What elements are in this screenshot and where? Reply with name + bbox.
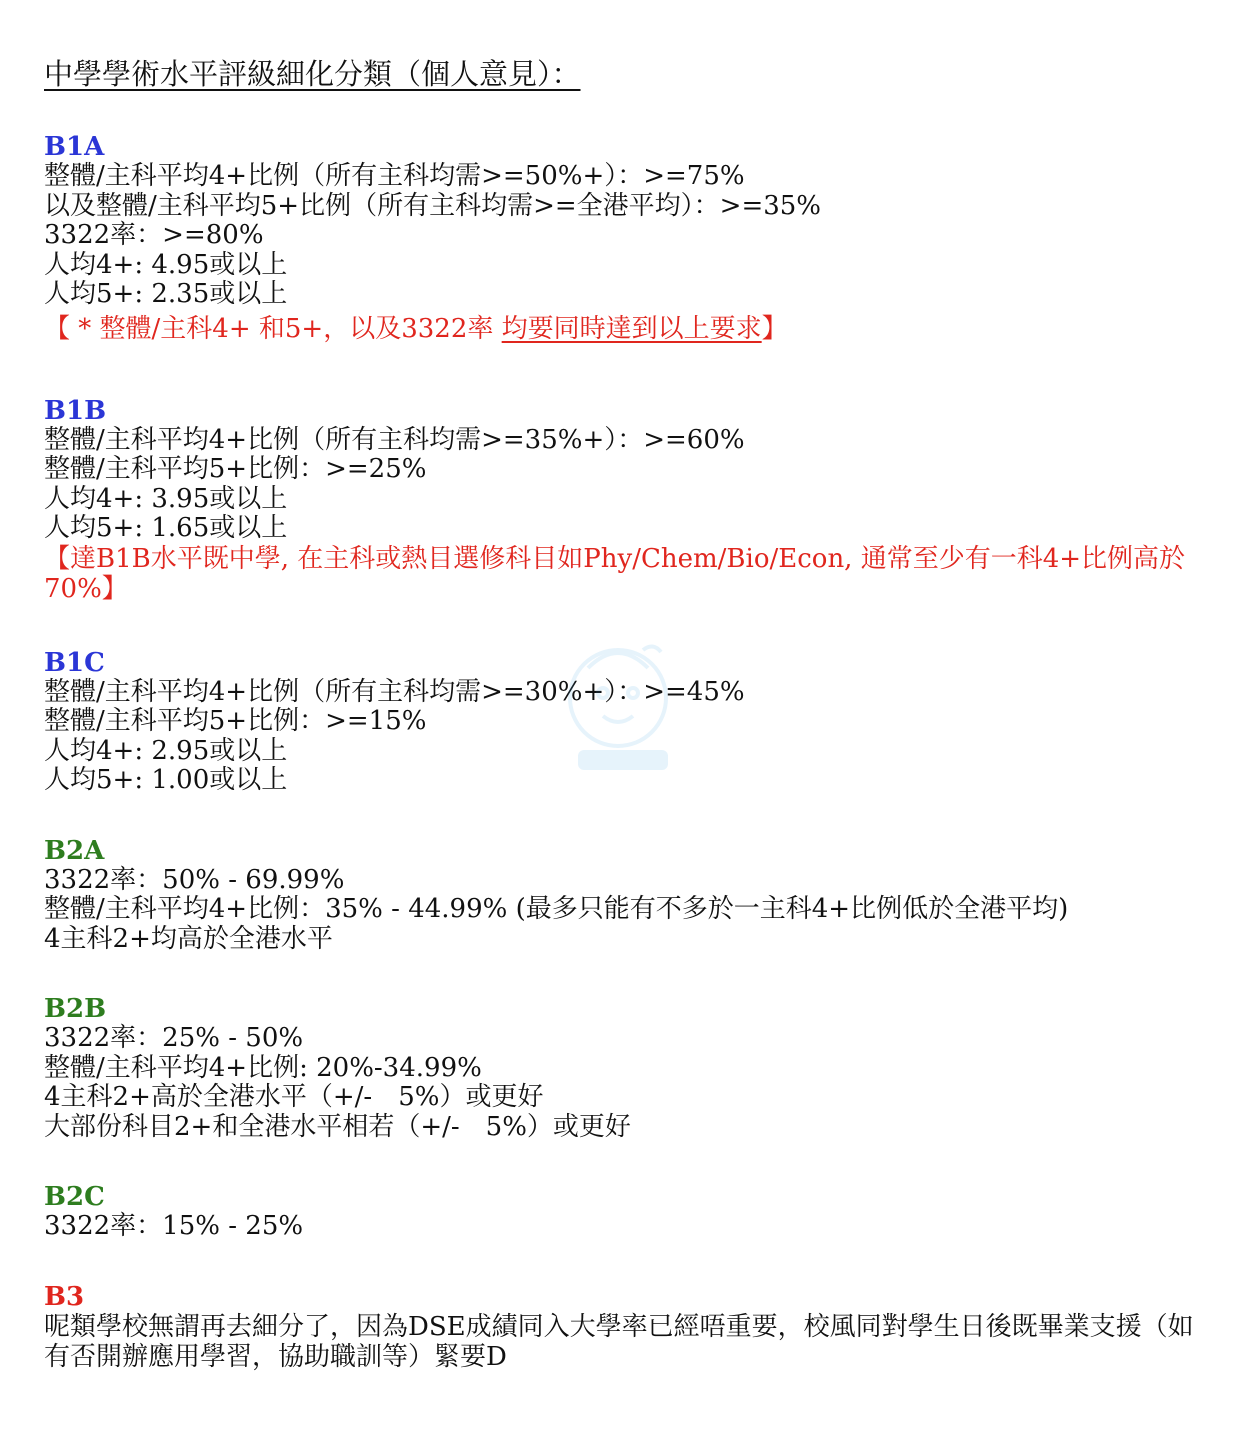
- criteria-line: 4主科2+均高於全港水平: [44, 923, 333, 954]
- section-b1b: [44, 396, 1194, 604]
- note-text: 【 * 整體/主科4+ 和5+，以及3322率: [44, 313, 502, 344]
- section-body-b3: 呢類學校無謂再去細分了，因為DSE成績同入大學率已經唔重要，校風同對學生日後既畢業支援（如有否開辦應用學習，協助職訓等）緊要D: [44, 1311, 1194, 1372]
- section-heading-b2b: B2B: [44, 994, 107, 1024]
- criteria-line: 3322率：50% - 69.99%: [44, 864, 345, 895]
- section-b3: [44, 1282, 1194, 1372]
- criteria-line: 人均4+: 3.95或以上: [44, 483, 288, 514]
- section-heading-b2c: B2C: [44, 1182, 105, 1212]
- note-text-end: 】: [761, 313, 788, 344]
- criteria-line: 整體/主科平均4+比例：35% - 44.99% (最多只能有不多於一主科4+比例低於全港平均): [44, 894, 1069, 924]
- section-heading-b2a: B2A: [44, 835, 105, 866]
- section-heading-b1c: B1C: [44, 647, 105, 678]
- requirement-note: 【達B1B水平既中學, 在主科或熱目選修科目如Phy/Chem/Bio/Econ, 通常至少有一科4+比例高於70%】: [44, 543, 1186, 604]
- criteria-line: 人均5+: 1.65或以上: [44, 513, 288, 543]
- criteria-line: 整體/主科平均4+比例: 20%-34.99%: [44, 1052, 482, 1083]
- section-heading-b1a: B1A: [44, 132, 105, 162]
- note-underlined-text: 均要同時達到以上要求: [501, 313, 762, 344]
- baby-mascot-watermark-icon: [548, 628, 698, 788]
- criteria-line: 3322率：25% - 50%: [44, 1023, 304, 1053]
- criteria-line: 3322率：>=80%: [44, 220, 264, 250]
- criteria-line: 整體/主科平均4+比例（所有主科均需>=35%+）：>=60%: [44, 424, 745, 455]
- criteria-line: 人均5+: 2.35或以上: [44, 279, 288, 309]
- criteria-line: 整體/主科平均4+比例（所有主科均需>=50%+）：>=75%: [44, 161, 745, 191]
- section-b1a: [44, 132, 1194, 344]
- section-heading-b3: B3: [44, 1281, 85, 1312]
- section-b2a: [44, 836, 1194, 955]
- requirement-note: [44, 314, 1194, 344]
- criteria-line: 以及整體/主科平均5+比例（所有主科均需>=全港平均）：>=35%: [44, 190, 822, 221]
- criteria-line: 人均4+: 4.95或以上: [44, 249, 288, 280]
- page-title: 中學學術水平評級細化分類（個人意見）：: [44, 57, 581, 91]
- criteria-line: 3322率：15% - 25%: [44, 1211, 304, 1241]
- section-heading-b1b: B1B: [44, 395, 107, 426]
- section-b2b: [44, 994, 1194, 1142]
- criteria-line: 人均5+: 1.00或以上: [44, 765, 288, 795]
- criteria-line: 整體/主科平均5+比例：>=15%: [44, 706, 427, 736]
- criteria-line: 人均4+: 2.95或以上: [44, 735, 288, 766]
- criteria-line: 大部份科目2+和全港水平相若（+/- 5%）或更好: [44, 1111, 631, 1142]
- criteria-line: 整體/主科平均4+比例（所有主科均需>=30%+）：>=45%: [44, 676, 745, 707]
- section-b2c: [44, 1182, 1194, 1242]
- criteria-line: 4主科2+高於全港水平（+/- 5%）或更好: [44, 1082, 544, 1112]
- criteria-line: 整體/主科平均5+比例：>=25%: [44, 454, 427, 484]
